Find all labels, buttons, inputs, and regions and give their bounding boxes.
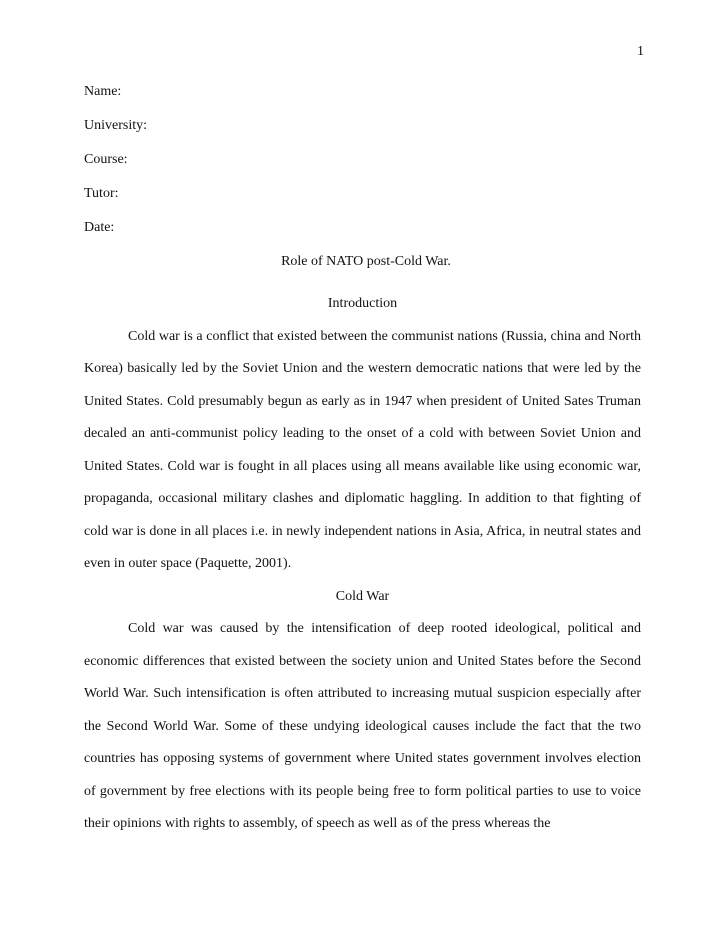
introduction-paragraph: Cold war is a conflict that existed between the communist nations (Russia, china and North Korea) basically led by the Soviet Union and the western democratic nations that were led by the United States. Cold presumably begun as early as in 1947 when president of United Sates Truman decaled an anti-communist policy leading to the onset of a cold with between Soviet Union and United States. Cold war is fought in all places using all means available like using economic war, propaganda, occasional military clashes and diplomatic haggling. In addition to that fighting of cold war is done in all places i.e. in newly independent nations in Asia, Africa, in neutral states and even in outer space (Paquette, 2001). [84,328,641,571]
cold-war-paragraph: Cold war was caused by the intensification of deep rooted ideological, political and economic differences that existed between the society union and United States before the Second World War. Such intensification is often attributed to increasing mutual suspicion especially after the Second World War. Some of these undying ideological causes include the fact that the two countries has opposing systems of government where United states government involves election of government by free elections with its people being free to form political parties to use to voice their opinions with rights to assembly, of speech as well as of the press whereas the [84,621,641,831]
university-field: University: [84,118,147,133]
course-field: Course: [84,152,128,167]
page-number: 1 [637,44,644,59]
document-title: Role of NATO post-Cold War. [281,254,451,269]
name-field: Name: [84,84,122,99]
document-content [84,84,641,841]
tutor-field: Tutor: [84,186,119,201]
section-heading-cold-war: Cold War [335,588,390,604]
date-field: Date: [84,220,115,235]
section-heading-introduction: Introduction [327,296,398,311]
